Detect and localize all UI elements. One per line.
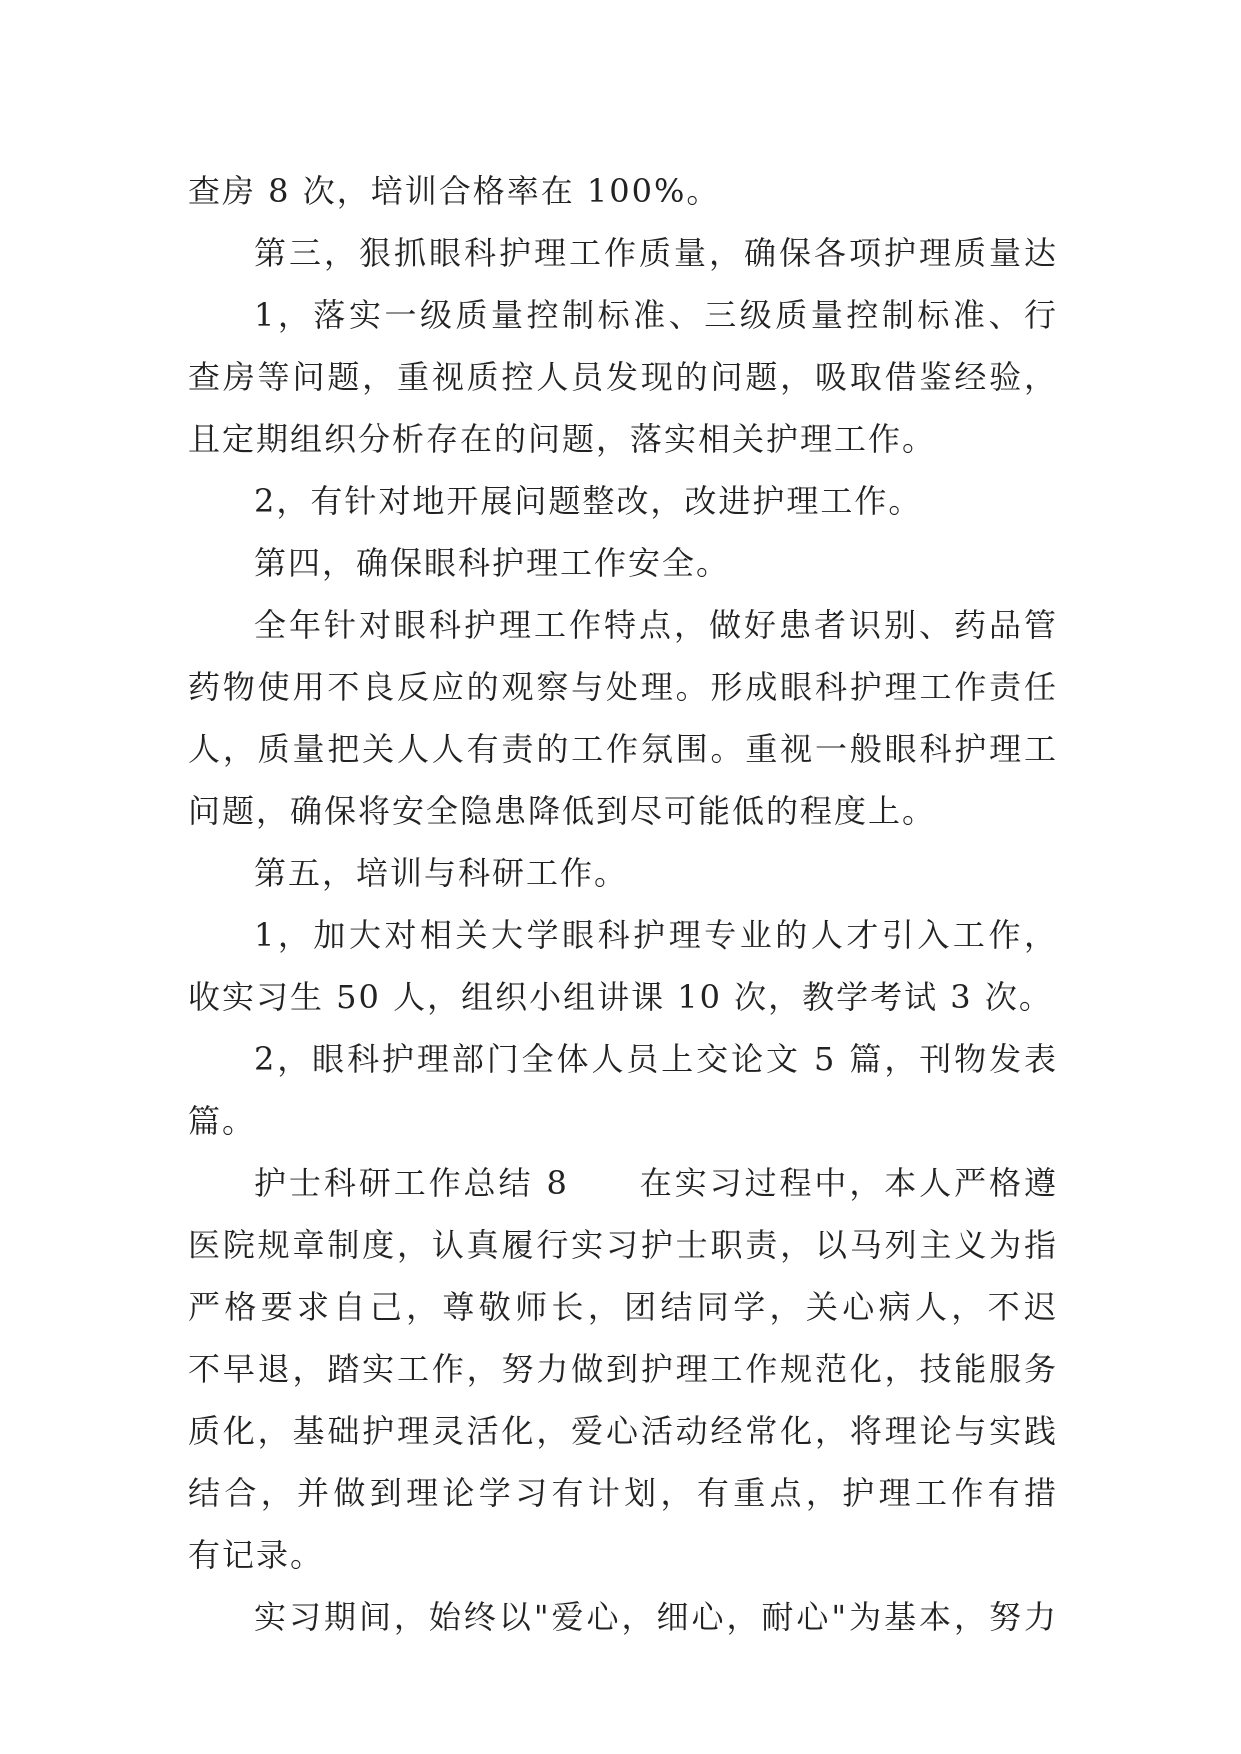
text-line: 医院规章制度，认真履行实习护士职责，以马列主义为指 [188, 1226, 1058, 1264]
text-block-before [188, 160, 1058, 1152]
text-line: 实习期间，始终以"爱心，细心，耐心"为基本，努力 [254, 1598, 1058, 1636]
text-line: 且定期组织分析存在的问题，落实相关护理工作。 [188, 420, 937, 458]
text-line: 查房等问题，重视质控人员发现的问题，吸取借鉴经验， [188, 358, 1058, 396]
text-line: 查房 8 次，培训合格率在 100%。 [188, 172, 721, 210]
text-line: 1，落实一级质量控制标准、三级质量控制标准、行 [254, 296, 1058, 334]
section-first-text: 在实习过程中，本人严格遵 [638, 1164, 1058, 1202]
text-line: 不早退，踏实工作，努力做到护理工作规范化，技能服务 [188, 1350, 1058, 1388]
text-line: 1，加大对相关大学眼科护理专业的人才引入工作， [254, 916, 1058, 954]
text-line: 收实习生 50 人，组织小组讲课 10 次，教学考试 3 次。 [188, 978, 1053, 1016]
text-line: 全年针对眼科护理工作特点，做好患者识别、药品管 [254, 606, 1058, 644]
text-line: 严格要求自己，尊敬师长，团结同学，关心病人，不迟 [188, 1288, 1058, 1326]
text-line: 结合，并做到理论学习有计划，有重点，护理工作有措 [188, 1474, 1058, 1512]
text-line: 质化，基础护理灵活化，爱心活动经常化，将理论与实践 [188, 1412, 1058, 1450]
text-line: 2，有针对地开展问题整改，改进护理工作。 [254, 482, 923, 520]
text-line: 药物使用不良反应的观察与处理。形成眼科护理工作责任 [188, 668, 1058, 706]
text-line: 有记录。 [188, 1536, 325, 1574]
text-line: 问题，确保将安全隐患降低到尽可能低的程度上。 [188, 792, 937, 830]
document-body [188, 160, 1058, 1648]
text-line: 2，眼科护理部门全体人员上交论文 5 篇，刊物发表 [254, 1040, 1058, 1078]
section-heading-line [188, 1152, 1058, 1214]
section-title: 护士科研工作总结 8 [254, 1164, 569, 1202]
text-block-after [188, 1214, 1058, 1648]
text-line: 第三，狠抓眼科护理工作质量，确保各项护理质量达 [254, 234, 1058, 272]
text-line: 人，质量把关人人有责的工作氛围。重视一般眼科护理工 [188, 730, 1058, 768]
text-line: 第四，确保眼科护理工作安全。 [254, 544, 731, 582]
text-line: 篇。 [188, 1102, 257, 1140]
text-line: 第五，培训与科研工作。 [254, 854, 629, 892]
